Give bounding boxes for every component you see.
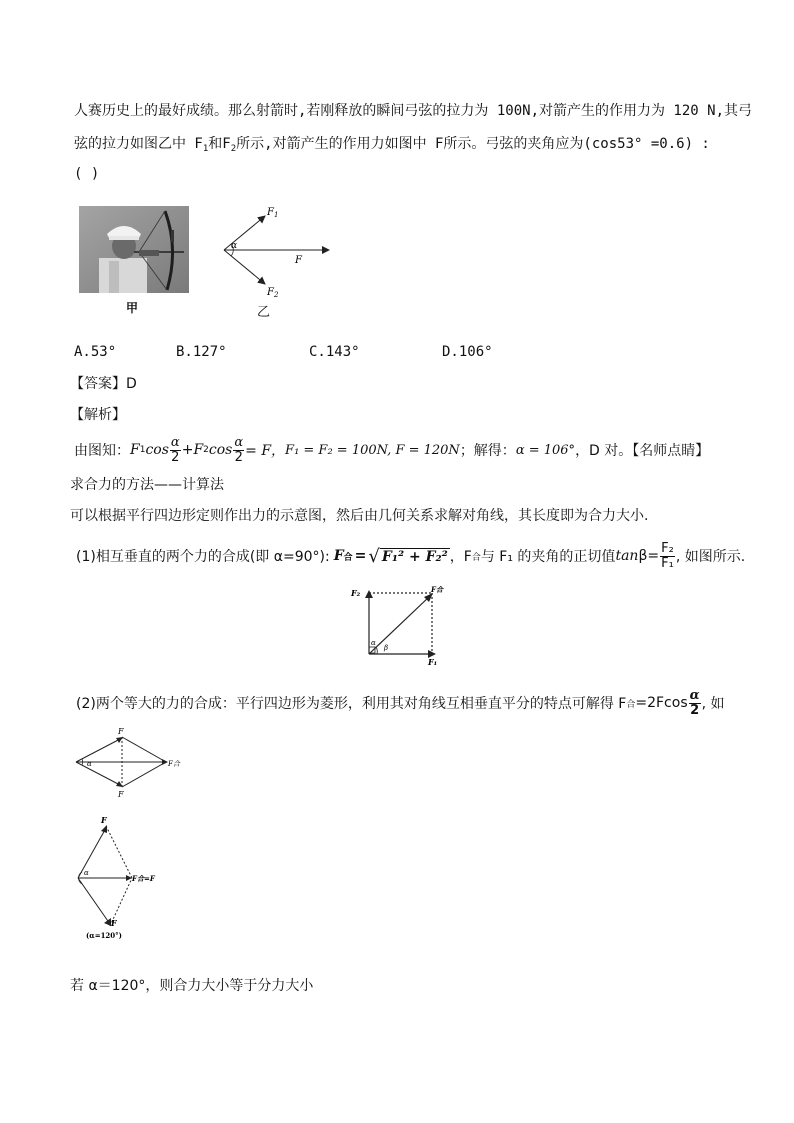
sqrt-sign: √: [368, 545, 380, 567]
label-Fhe: F合: [168, 760, 180, 768]
rhombus-force-diagram: [70, 724, 190, 800]
label-F-top: F: [101, 815, 107, 825]
caption-yi: 乙: [257, 305, 271, 320]
fraction-alpha-over-2-b: $\frac{\alpha}{2}$: [234, 434, 244, 465]
answer-label: 【答案】D: [70, 376, 137, 392]
label-Fhe: F合=F: [132, 874, 155, 883]
option-d: D.106°: [442, 344, 493, 360]
analysis-label: 【解析】: [70, 407, 126, 423]
caption-jia: 甲: [126, 301, 139, 315]
case2-line: (2)两个等大的力的合成：平行四边形为菱形，利用其对角线互相垂直平分的特点可解得 F 合 =2Fcos $\frac{\alpha}{2}$ , 如: [76, 687, 725, 718]
label-F-bottom: F: [111, 918, 117, 928]
label-F1: $F_1$: [267, 207, 279, 219]
label-F2: $F_2$: [267, 287, 279, 299]
label-F2: F₂: [351, 588, 361, 598]
option-b: B.127°: [176, 344, 227, 360]
option-c: C.143°: [309, 344, 360, 360]
method-title: 求合力的方法——计算法: [70, 477, 224, 493]
fraction-F2-over-F1: $\frac{\text{F₂}}{\text{F₁}}$: [661, 540, 674, 571]
label-F: F: [295, 255, 302, 266]
method-desc: 可以根据平行四边形定则作出力的示意图，然后由几何关系求解对角线，其长度即为合力大小.: [70, 508, 649, 524]
option-a: A.53°: [74, 344, 117, 360]
label-alpha: α: [84, 869, 89, 877]
case1-line: (1)相互垂直的两个力的合成(即 α=90°): F 合 = √ F₁² + F₂² ，F 合 与 F₁ 的夹角的正切值 tan β= $\frac{\text{F₂}}{\text{F₁}}$ , 如图所示.: [76, 540, 746, 571]
force-diagram-yi: [215, 200, 335, 320]
label-F-top: F: [118, 727, 124, 736]
label-F-bottom: F: [118, 790, 124, 799]
intro-line-2: 弦的拉力如图乙中 $F_1$和$F_2$所示,对箭产生的作用力如图中 F所示。弓弦的夹角应为(cos53° =0.6) :: [74, 136, 710, 154]
fraction-alpha-over-2: $\frac{\alpha}{2}$: [170, 434, 180, 465]
solution-line: 由图知： F 1 cos $\frac{\alpha}{2}$ + F 2 cos $\frac{\alpha}{2}$ = F， F₁ = F₂ = 100N, F = 120N ；解得： α = 106° ，D 对。【名师点睛】: [74, 434, 710, 465]
fraction-alpha-over-2-c: $\frac{\alpha}{2}$: [689, 687, 700, 718]
label-alpha: α: [87, 760, 92, 768]
rhombus-120-diagram: [70, 812, 180, 944]
perpendicular-force-diagram: [348, 584, 448, 668]
intro-line-1: 人赛历史上的最好成绩。那么射箭时,若刚释放的瞬间弓弦的拉力为 100N,对箭产生的作用力为 120 N,其弓: [74, 103, 752, 119]
label-alpha: α: [231, 241, 238, 251]
archer-photo: [79, 206, 189, 293]
angle-note: (α=120°): [86, 931, 122, 940]
answer-blank: ( ): [74, 166, 100, 182]
final-note: 若 α＝120°，则合力大小等于分力大小: [70, 978, 314, 994]
label-Fhe: F合: [431, 585, 443, 594]
label-alpha: α: [371, 639, 376, 647]
label-F1: F₁: [428, 657, 438, 667]
label-beta: β: [384, 644, 389, 652]
